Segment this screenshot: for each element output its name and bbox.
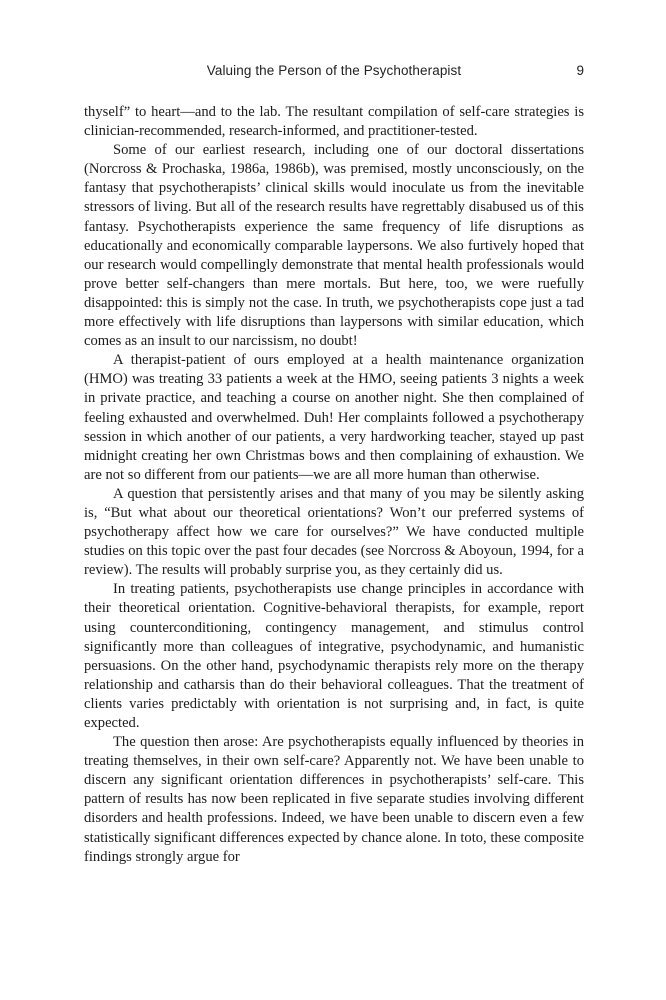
paragraph-self-care-question: The question then arose: Are psychotherapists equally influenced by theories in treating themselves, in their own self-care? Apparently not. We have been unable to discern any significant orientation differences in psychotherapists’ self-care. This pattern of results has now been replicated in five separate studies involving different disorders and health professions. Indeed, we have been unable to discern even a few statistically significant differences expected by chance alone. In toto, these composite findings strongly argue for [84, 734, 584, 865]
page-number: 9 [576, 63, 584, 78]
running-title: Valuing the Person of the Psychotherapist [206, 63, 462, 78]
paragraph-treating-patients: In treating patients, psychotherapists use change principles in accordance with their theoretical orientation. Cognitive-behavioral therapists, for example, report using counterconditioning, contingency management, and stimulus control significantly more than colleagues of integrative, psychodynamic, and humanistic persuasions. On the other hand, psychodynamic therapists rely more on the therapy relationship and catharsis than do their behavioral colleagues. That the treatment of clients varies predictably with orientation is not surprising and, in fact, is quite expected. [84, 581, 584, 731]
body-text [84, 103, 584, 867]
paragraph-theoretical-orientations: A question that persistently arises and that many of you may be silently asking is, “But what about our theoretical orientations? Won’t our preferred systems of psychotherapy affect how we care for ourselves?” We have conducted multiple studies on this topic over the past four decades (see Norcross & Aboyoun, 1994, for a review). The results will probably surprise you, as they certainly did us. [84, 485, 584, 579]
running-head [84, 63, 584, 83]
paragraph-continued: thyself” to heart—and to the lab. The resultant compilation of self-care strategies is clinician-recommended, research-informed, and practitioner-tested. [84, 104, 584, 140]
paragraph-early-research: Some of our earliest research, including one of our doctoral dissertations (Norcross & Prochaska, 1986a, 1986b), was premised, mostly unconsciously, on the fantasy that psychotherapists’ clinical skills would inoculate us from the inevitable stressors of living. But all of the research results have regrettably disabused us of this fantasy. Psychotherapists experience the same frequency of life disruptions as educationally and economically comparable laypersons. We also furtively hoped that our research would compellingly demonstrate that mental health professionals would prove better self-changers than mere mortals. But here, too, we were ruefully disappointed: this is simply not the case. In truth, we psychotherapists cope just a tad more effectively with life disruptions than laypersons with similar education, which comes as an insult to our narcissism, no doubt! [84, 142, 584, 350]
paragraph-therapist-patient: A therapist-patient of ours employed at a health maintenance organization (HMO) was treating 33 patients a week at the HMO, seeing patients 3 nights a week in private practice, and teaching a course on another night. She then complained of feeling exhausted and overwhelmed. Duh! Her complaints followed a psychotherapy session in which another of our patients, a very hardworking teacher, stayed up past midnight creating her own Christmas bows and then complaining of exhaustion. We are not so different from our patients—we are all more human than otherwise. [84, 352, 584, 483]
